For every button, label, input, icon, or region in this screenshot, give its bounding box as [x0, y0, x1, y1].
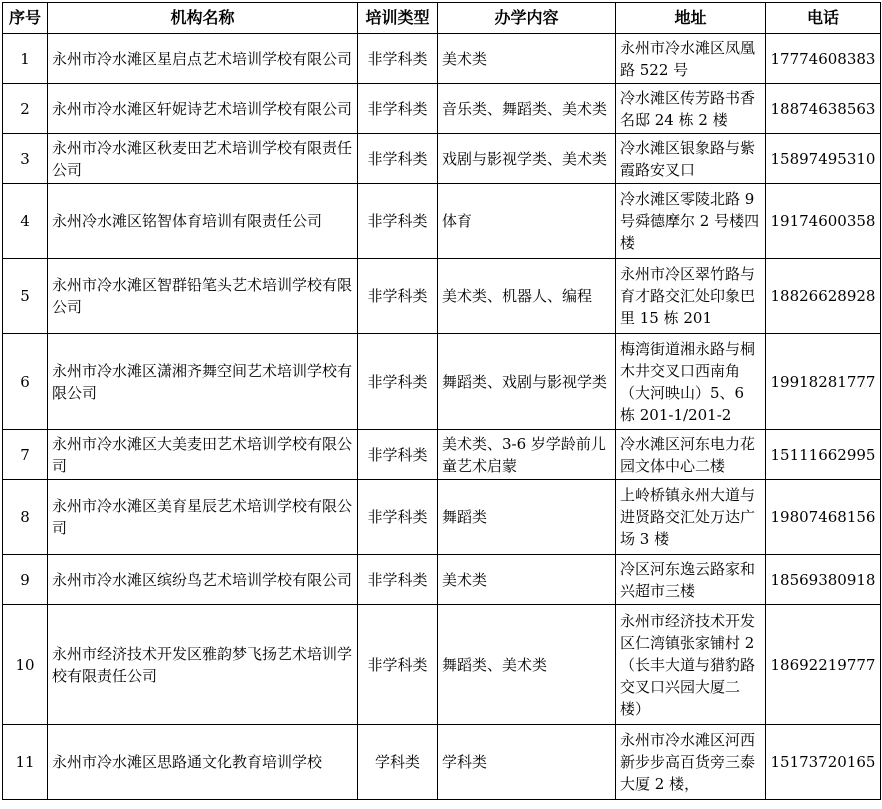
table-row: [3, 480, 881, 555]
cell-address: 永州市冷水滩区凤凰路 522 号: [616, 34, 766, 84]
cell-type: 非学科类: [358, 430, 438, 480]
cell-phone: 19807468156: [766, 480, 881, 555]
cell-no: 10: [3, 605, 48, 725]
cell-address: 冷水滩区传芳路书香名邸 24 栋 2 楼: [616, 84, 766, 134]
table-row: [3, 84, 881, 134]
cell-address: 冷水滩区银象路与紫霞路安叉口: [616, 134, 766, 184]
institution-table: [2, 2, 881, 800]
cell-phone: 15111662995: [766, 430, 881, 480]
cell-no: 8: [3, 480, 48, 555]
cell-type: 非学科类: [358, 84, 438, 134]
cell-content: 美术类: [438, 555, 616, 605]
cell-no: 6: [3, 334, 48, 430]
cell-no: 11: [3, 725, 48, 800]
cell-type: 学科类: [358, 725, 438, 800]
cell-type: 非学科类: [358, 34, 438, 84]
cell-address: 永州市经济技术开发区仁湾镇张家铺村 2（长丰大道与猎豹路交叉口兴园大厦二楼）: [616, 605, 766, 725]
cell-content: 体育: [438, 184, 616, 259]
cell-type: 非学科类: [358, 134, 438, 184]
cell-name: 永州市冷水滩区思路通文化教育培训学校: [48, 725, 358, 800]
table-row: [3, 605, 881, 725]
cell-phone: 15173720165: [766, 725, 881, 800]
cell-content: 美术类、3-6 岁学龄前儿童艺术启蒙: [438, 430, 616, 480]
cell-name: 永州市冷水滩区潇湘齐舞空间艺术培训学校有限公司: [48, 334, 358, 430]
cell-no: 9: [3, 555, 48, 605]
cell-no: 4: [3, 184, 48, 259]
table-row: [3, 725, 881, 800]
cell-phone: 18874638563: [766, 84, 881, 134]
cell-name: 永州市冷水滩区智群铅笔头艺术培训学校有限公司: [48, 259, 358, 334]
cell-name: 永州冷水滩区铭智体育培训有限责任公司: [48, 184, 358, 259]
cell-phone: 18692219777: [766, 605, 881, 725]
header-no: 序号: [3, 3, 48, 34]
cell-no: 1: [3, 34, 48, 84]
table-row: [3, 334, 881, 430]
cell-no: 5: [3, 259, 48, 334]
cell-type: 非学科类: [358, 334, 438, 430]
cell-name: 永州市冷水滩区大美麦田艺术培训学校有限公司: [48, 430, 358, 480]
cell-address: 梅湾街道湘永路与桐木井交叉口西南角（大河映山）5、6 栋 201-1/201-2: [616, 334, 766, 430]
cell-type: 非学科类: [358, 480, 438, 555]
cell-phone: 18569380918: [766, 555, 881, 605]
cell-content: 美术类、机器人、编程: [438, 259, 616, 334]
table-row: [3, 259, 881, 334]
cell-content: 戏剧与影视学类、美术类: [438, 134, 616, 184]
cell-no: 2: [3, 84, 48, 134]
cell-type: 非学科类: [358, 555, 438, 605]
cell-content: 音乐类、舞蹈类、美术类: [438, 84, 616, 134]
table-row: [3, 184, 881, 259]
cell-type: 非学科类: [358, 259, 438, 334]
cell-name: 永州市冷水滩区秋麦田艺术培训学校有限责任公司: [48, 134, 358, 184]
cell-content: 美术类: [438, 34, 616, 84]
header-type: 培训类型: [358, 3, 438, 34]
cell-content: 舞蹈类、美术类: [438, 605, 616, 725]
cell-name: 永州市冷水滩区轩妮诗艺术培训学校有限公司: [48, 84, 358, 134]
table-row: [3, 34, 881, 84]
cell-phone: 18826628928: [766, 259, 881, 334]
cell-phone: 19918281777: [766, 334, 881, 430]
table-row: [3, 430, 881, 480]
cell-address: 冷区河东逸云路家和兴超市三楼: [616, 555, 766, 605]
cell-address: 永州市冷区翠竹路与育才路交汇处印象巴里 15 栋 201: [616, 259, 766, 334]
cell-name: 永州市冷水滩区星启点艺术培训学校有限公司: [48, 34, 358, 84]
cell-address: 冷水滩区河东电力花园文体中心二楼: [616, 430, 766, 480]
cell-no: 7: [3, 430, 48, 480]
cell-name: 永州市冷水滩区缤纷鸟艺术培训学校有限公司: [48, 555, 358, 605]
cell-address: 永州市冷水滩区河西新步步高百货旁三泰大厦 2 楼，: [616, 725, 766, 800]
cell-content: 舞蹈类、戏剧与影视学类: [438, 334, 616, 430]
table-row: [3, 134, 881, 184]
table-row: [3, 555, 881, 605]
cell-address: 上岭桥镇永州大道与进贤路交汇处万达广场 3 楼: [616, 480, 766, 555]
cell-type: 非学科类: [358, 605, 438, 725]
cell-phone: 19174600358: [766, 184, 881, 259]
cell-phone: 15897495310: [766, 134, 881, 184]
cell-type: 非学科类: [358, 184, 438, 259]
cell-no: 3: [3, 134, 48, 184]
header-content: 办学内容: [438, 3, 616, 34]
cell-address: 冷水滩区零陵北路 9 号舜德摩尔 2 号楼四楼: [616, 184, 766, 259]
cell-content: 舞蹈类: [438, 480, 616, 555]
header-phone: 电话: [766, 3, 881, 34]
header-row: [3, 3, 881, 34]
cell-name: 永州市经济技术开发区雅韵梦飞扬艺术培训学校有限责任公司: [48, 605, 358, 725]
header-address: 地址: [616, 3, 766, 34]
cell-phone: 17774608383: [766, 34, 881, 84]
cell-name: 永州市冷水滩区美育星辰艺术培训学校有限公司: [48, 480, 358, 555]
cell-content: 学科类: [438, 725, 616, 800]
header-name: 机构名称: [48, 3, 358, 34]
